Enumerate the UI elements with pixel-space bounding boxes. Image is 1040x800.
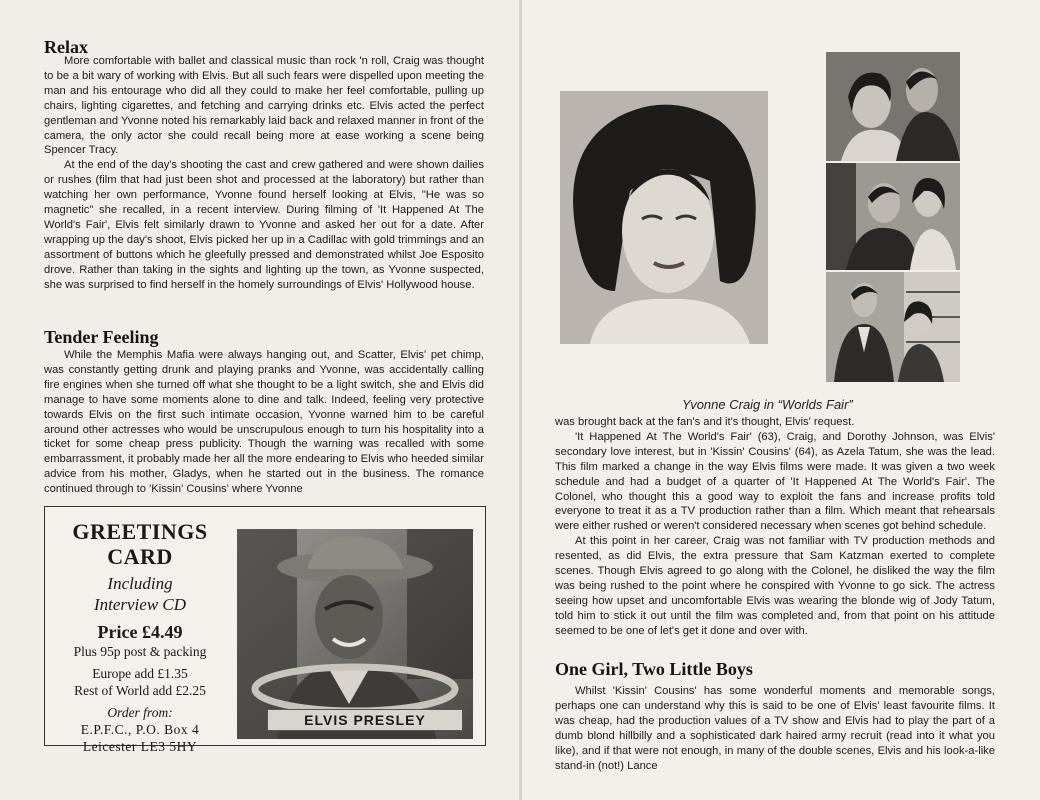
elvis-cowboy-photo xyxy=(237,529,473,739)
heading-relax: Relax xyxy=(44,37,88,57)
heading-one-girl-two-little-boys: One Girl, Two Little Boys xyxy=(555,659,753,679)
heading-tender-feeling: Tender Feeling xyxy=(44,327,159,347)
continued-line: was brought back at the fan's and it's thought, Elvis' request. xyxy=(555,416,855,428)
ad-rest-of-world: Rest of World add £2.25 xyxy=(74,683,206,698)
greetings-card-ad xyxy=(44,506,486,754)
right-page xyxy=(522,0,1040,800)
elvis-presley-label: ELVIS PRESLEY xyxy=(267,709,463,731)
last-paragraph: Whilst 'Kissin' Cousins' has some wonderful moments and memorable songs, perhaps one can understand why this is said to be one of Elvis' least favourite films. It was cheap, had the production values of a TV show and Elvis had to play the part of a dumb blond hillbilly and a sophisticated dark haired army recruit (read into it what you like), and if that were not enough, in many of the double scenes, Elvis and his look-a-like stand-in (not!) Lance xyxy=(555,685,995,772)
film-still-1 xyxy=(826,52,960,161)
ad-title-line1: GREETINGS xyxy=(72,519,208,544)
ad-address-line1: E.P.F.C., P.O. Box 4 xyxy=(80,722,200,737)
ad-order-from: Order from: xyxy=(107,705,173,720)
body-paragraph-1: 'It Happened At The World's Fair' (63), Craig, and Dorothy Johnson, was Elvis' secondary love interest, but in 'Kissin' Cousins' (64), as Azela Tatum, she was the lead. This film marked a change in the way Elvis films were made. It was given a two week schedule and had a budget of a quarter of 'It Happened At The World's Fair'. The Colonel, who thought this a good way to exploit the fans and increase profits told everyone to treat it as a TV production rather than a film. Which meant that rehearsals were either rushed or weren't considered necessary when scenes got behind schedule. xyxy=(555,430,995,533)
tender-text xyxy=(44,348,484,497)
relax-text xyxy=(44,54,484,293)
tender-paragraph: While the Memphis Mafia were always hanging out, and Scatter, Elvis' pet chimp, was constantly getting drunk and playing pranks and Yvonne, was accidentally calling fire engines when she turned off what she thought to be a light switch, she and Elvis did manage to have some moments alone to dine and talk. Indeed, feeling very protective towards Elvis on the first such intimate occasion, Yvonne warned him to be careful around other actresses who would be unscrupulous enough to turn his hospitality into a ticket for some cheap press publicity. Though the warning was recalled with some embarrassment, it probably made her all the more endearing to Elvis who heeded similar advice from his mother, Gladys, when he started out in the business. The romance continued through to 'Kissin' Cousins' where Yvonne xyxy=(44,349,484,496)
ad-postage: Plus 95p post & packing xyxy=(73,644,207,659)
yvonne-portrait-photo xyxy=(560,91,768,344)
last-paragraph-text xyxy=(555,684,995,773)
ad-europe: Europe add £1.35 xyxy=(92,666,188,681)
film-still-2-illustration xyxy=(826,163,960,270)
right-column-text xyxy=(555,415,995,639)
left-page xyxy=(0,0,519,800)
ad-address-line2: Leicester LE3 5HY xyxy=(82,739,198,754)
ad-subtitle-line1: Including xyxy=(107,574,173,593)
film-still-1-illustration xyxy=(826,52,960,161)
body-paragraph-2: At this point in her career, Craig was not familiar with TV production methods and resented, as did Elvis, the extra pressure that Sam Katzman exerted to complete scenes. Though Elvis agreed to go along with the Colonel, he disliked the way the film was being rushed to the point where he conspired with Yvonne to go sick. The actress seeing how upset and uncomfortable Elvis was wearing the blonde wig of Jody Tatum, told him to stick it out until the film was completed and, from that point on his attitude seemed to be one of let's get it done and over with. xyxy=(555,535,995,637)
ad-text-block xyxy=(45,519,235,755)
relax-paragraph-2: At the end of the day's shooting the cast and crew gathered and were shown dailies or rushes (film that had just been shot and processed at the laboratory) but rather than watching her own performance, Yvonne found herself looking at Elvis, "He was so magnetic" she recalled, in a recent interview. During filming of 'It Happened At The World's Fair', Elvis felt similarly drawn to Yvonne and asked her out for a date. After wrapping up the day's shoot, Elvis picked her up in a Cadillac with gold trimmings and an assortment of buttons which he gleefully pressed and demonstrated whilst Joe Esposito drove. Rather than taking in the sights and lighting up the town, as Yvonne suspected, she was surprised to find herself in the homely surroundings of Elvis' Hollywood house. xyxy=(44,159,484,291)
ad-price: Price £4.49 xyxy=(97,622,183,642)
film-still-3 xyxy=(826,272,960,382)
film-still-3-illustration xyxy=(826,272,960,382)
film-still-2 xyxy=(826,163,960,270)
ad-subtitle-line2: Interview CD xyxy=(93,595,187,614)
photo-caption: Yvonne Craig in “Worlds Fair” xyxy=(682,397,853,412)
elvis-cowboy-illustration xyxy=(237,529,473,739)
ad-title-line2: CARD xyxy=(107,544,173,569)
yvonne-portrait-illustration xyxy=(560,91,768,344)
relax-paragraph-1: More comfortable with ballet and classical music than rock 'n roll, Craig was thought to be a bit wary of working with Elvis. But all such fears were dispelled upon meeting the man and his entourage who did all they could to make her feel comfortable, pulling up chairs, lighting cigarettes, and fetching and carrying drinks etc. Elvis acted the perfect gentleman and Yvonne noted his remarkably laid back and relaxed manner in front of the camera, the only actor she could recall being more at ease working a scene being Spencer Tracy. xyxy=(44,55,484,157)
